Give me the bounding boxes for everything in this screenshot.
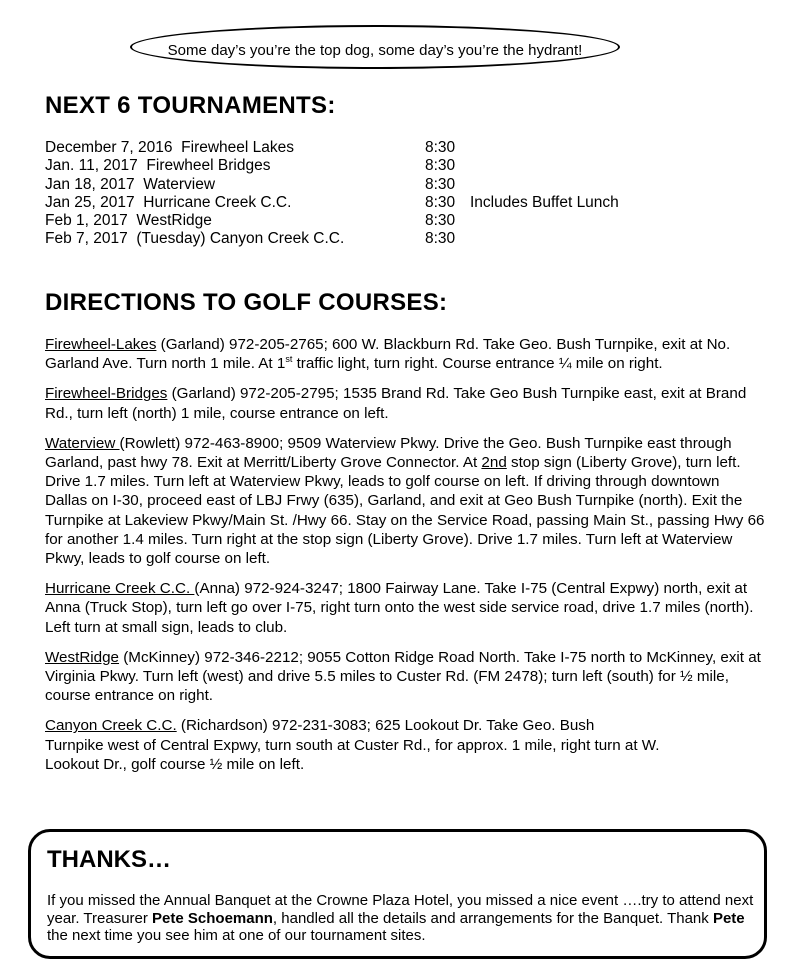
directions-heading: DIRECTIONS TO GOLF COURSES: <box>45 289 448 316</box>
motto-text: Some day’s you’re the top dog, some day’s you’re the hydrant! <box>167 41 583 59</box>
thanks-text: , handled all the details and arrangements for the Banquet. Thank <box>272 909 713 927</box>
tournament-time: 8:30 <box>425 139 456 156</box>
tournament-date: Feb 7, 2017 <box>45 230 128 248</box>
tournament-date: Jan 18, 2017 <box>45 175 135 193</box>
direction-text: (Garland) 972-205-2765; 600 W. Blackburn Rd. Take Geo. Bush Turnpike, exit at No. Garland Ave. Turn north 1 mile. At 1 <box>45 336 731 373</box>
thanks-box <box>28 829 767 959</box>
course-name: Waterview <box>45 434 120 452</box>
treasurer-name: Pete Schoemann <box>152 909 273 927</box>
ordinal: 2nd <box>481 454 507 472</box>
thanks-text: the next time you see him at one of our tournament sites. <box>47 927 426 945</box>
tournament-row <box>45 175 456 194</box>
tournament-date: Jan 25, 2017 <box>45 193 135 211</box>
motto-oval <box>130 25 620 69</box>
direction-text: stop sign (Liberty Grove), turn left. Drive 1.7 miles. Turn left at Waterview Pkwy, leads to golf course on left. If driving through downtown Dallas on I-30, proceed east of LBJ Frwy (635), Garland, and exit at Geo Bush Turnpike (north). Exit the Turnpike at Lakeview Pkwy/Main St. /Hwy 66. Stay on the Service Road, passing Main St., passing Hwy 66 for another 1.4 miles. Turn right at the stop sign (Liberty Grove). Drive 1.7 miles. Turn left at Waterview Pkwy, leads to golf course on left. <box>45 454 765 568</box>
thanks-text: If you missed the Annual Banquet at the Crowne Plaza Hotel, you missed a nice event ….try to attend next year. Treasurer <box>47 892 754 927</box>
thanks-body <box>47 892 767 945</box>
direction-text: (Richardson) 972-231-3083; 625 Lookout Dr. Take Geo. Bush <box>176 717 595 735</box>
tournament-course: Firewheel Lakes <box>181 139 295 156</box>
tournament-time: 8:30 <box>425 157 456 175</box>
direction-text: (Rowlett) 972-463-8900; 9509 Waterview Pkwy. Drive the Geo. Bush Turnpike east through Garland, past hwy 78. Exit at Merritt/Liberty Grove Connector. At <box>45 434 732 472</box>
tournaments-heading: NEXT 6 TOURNAMENTS: <box>45 92 336 119</box>
tournament-course: Firewheel Bridges <box>146 157 271 175</box>
direction-text: (Garland) 972-205-2795; 1535 Brand Rd. Take Geo Bush Turnpike east, exit at Brand Rd., turn left (north) 1 mile, course entrance on left. <box>45 385 747 422</box>
direction-westridge <box>45 648 765 706</box>
tournament-course: WestRidge <box>136 212 212 230</box>
tournament-note: Includes Buffet Lunch <box>470 193 619 211</box>
direction-hurricane-creek <box>45 579 765 637</box>
tournament-time: 8:30 <box>425 193 456 211</box>
course-name: WestRidge <box>45 648 120 666</box>
tournament-date: December 7, 2016 <box>45 139 173 156</box>
tournament-row <box>45 157 456 175</box>
ordinal-suffix: st <box>285 354 293 365</box>
tournament-time: 8:30 <box>425 230 456 248</box>
thanks-name: Pete <box>712 909 745 927</box>
direction-text: (Anna) 972-924-3247; 1800 Fairway Lane. Take I-75 (Central Expwy) north, exit at Anna (Truck Stop), turn left go over I-75, right turn onto the west side service road, drive 1.7 miles (north). Left turn at small sign, leads to club. <box>45 580 754 636</box>
direction-waterview <box>45 434 765 568</box>
direction-firewheel-bridges <box>45 384 765 422</box>
course-name: Firewheel-Lakes <box>45 336 157 353</box>
course-name: Canyon Creek C.C. <box>45 717 177 735</box>
tournament-row <box>45 193 619 212</box>
tournament-row <box>45 212 456 230</box>
course-name: Firewheel-Bridges <box>45 385 168 403</box>
tournament-course: Hurricane Creek C.C. <box>143 193 292 211</box>
tournament-course: (Tuesday) Canyon Creek C.C. <box>136 230 345 248</box>
direction-canyon-creek <box>45 716 765 774</box>
tournament-row <box>45 230 456 248</box>
direction-text: traffic light, turn right. Course entrance ¼ mile on right. <box>292 355 663 373</box>
direction-text: Lookout Dr., golf course ½ mile on left. <box>45 755 305 773</box>
direction-text: Turnpike west of Central Expwy, turn south at Custer Rd., for approx. 1 mile, right turn at W. <box>45 736 660 754</box>
tournament-date: Feb 1, 2017 <box>45 212 128 230</box>
thanks-title: THANKS… <box>47 846 171 873</box>
tournament-list <box>45 139 619 249</box>
tournament-date: Jan. 11, 2017 <box>45 157 138 175</box>
tournament-time: 8:30 <box>425 175 456 193</box>
direction-firewheel-lakes <box>45 335 765 373</box>
course-name: Hurricane Creek C.C. <box>45 580 195 598</box>
tournament-row <box>45 139 456 157</box>
directions-list <box>45 335 765 785</box>
direction-text: (McKinney) 972-346-2212; 9055 Cotton Ridge Road North. Take I-75 north to McKinney, exit at Virginia Pkwy. Turn left (west) and drive 5.5 miles to Custer Rd. (FM 2478); turn left (south) for ½ mile, course entrance on right. <box>45 648 761 705</box>
tournament-time: 8:30 <box>425 212 456 230</box>
tournament-course: Waterview <box>143 175 216 193</box>
